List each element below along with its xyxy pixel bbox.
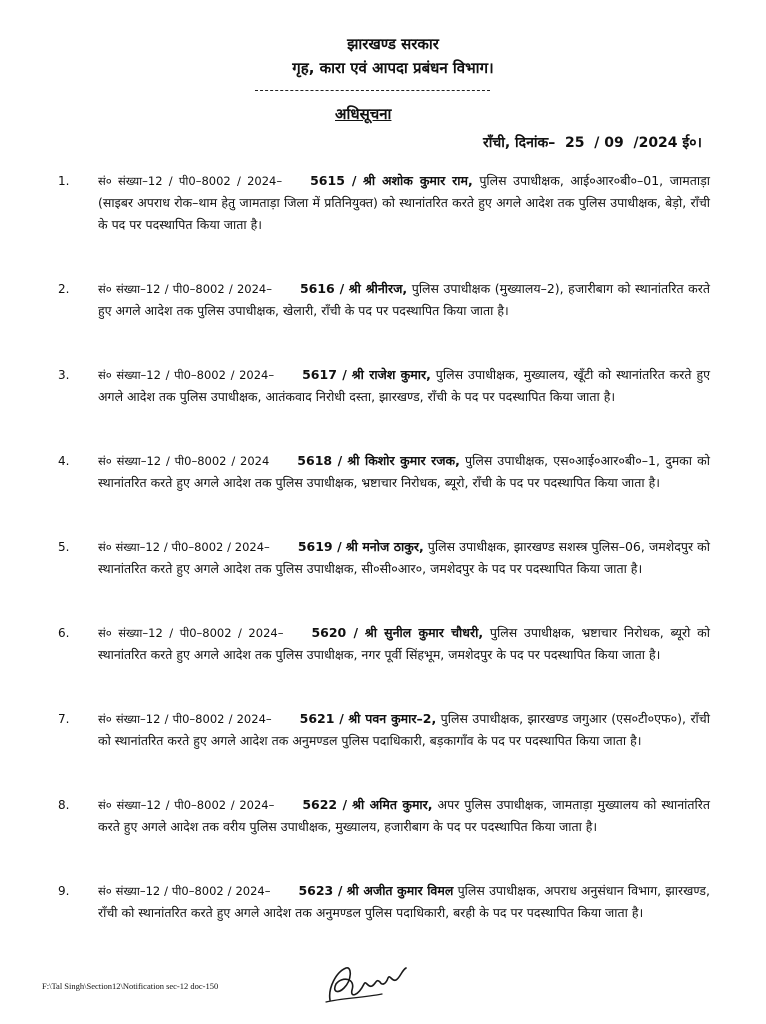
item-body (98, 880, 710, 924)
officer-name: श्री अमित कुमार, (352, 797, 433, 812)
item-body (98, 622, 710, 666)
item-number: 8. (58, 798, 70, 812)
order-number: 5616 / (299, 281, 345, 296)
item-number: 1. (58, 174, 70, 188)
file-path: F:\Tal Singh\Section12\Notification sec-12 doc-150 (42, 981, 219, 991)
signature (322, 958, 412, 1008)
officer-name: श्री सुनील कुमार चौधरी, (364, 625, 484, 640)
officer-name: श्री मनोज ठाकुर, (345, 539, 424, 554)
order-text: पुलिस उपाधीक्षक, झारखण्ड जगुआर (एस०टी०एफ०), राँची को स्थानांतरित करते हुए अगले आदेश तक अनुमण्डल पुलिस पदाधिकारी, बड़कागाँव के पद पर पदस्थापित किया जाता है। (98, 711, 710, 748)
reference-number: सं० संख्या–12 / पी0–8002 / 2024 (98, 454, 270, 468)
order-number: 5621 / (299, 711, 344, 726)
officer-name: श्री राजेश कुमार, (351, 367, 431, 382)
notification-title: अधिसूचना (335, 105, 392, 123)
reference-number: सं० संख्या–12 / पी0–8002 / 2024– (98, 368, 275, 382)
item-body (98, 170, 710, 236)
item-body (98, 536, 710, 580)
order-text: अपर पुलिस उपाधीक्षक, जामताड़ा मुख्यालय को स्थानांतरित करते हुए अगले आदेश तक वरीय पुलिस उपाधीक्षक, मुख्यालय, हजारीबाग के पद पर पदस्थापित किया जाता है। (98, 797, 710, 834)
order-number: 5620 / (311, 625, 359, 640)
order-number: 5615 / (310, 173, 357, 188)
order-text: पुलिस उपाधीक्षक (मुख्यालय–2), हजारीबाग को स्थानांतरित करते हुए अगले आदेश तक पुलिस उपाधीक्षक, खेलारी, राँची के पद पर पदस्थापित किया जाता है। (98, 281, 710, 318)
item-body (98, 708, 710, 752)
reference-number: सं० संख्या–12 / पी0–8002 / 2024– (98, 712, 272, 726)
department-heading-govt: झारखण्ड सरकार (347, 35, 439, 53)
item-number: 5. (58, 540, 70, 554)
item-body (98, 278, 710, 322)
notification-date: राँची, दिनांक– 25 / 09 /2024 ई०। (483, 135, 702, 151)
officer-name: श्री पवन कुमार–2, (348, 711, 437, 726)
order-text: पुलिस उपाधीक्षक, मुख्यालय, खूँटी को स्थानांतरित करते हुए अगले आदेश तक पुलिस उपाधीक्षक, आतंकवाद निरोधी दस्ता, झारखण्ड, राँची के पद पर पदस्थापित किया जाता है। (98, 367, 710, 404)
order-number: 5622 / (302, 797, 348, 812)
order-number: 5619 / (297, 539, 342, 554)
item-body (98, 794, 710, 838)
reference-number: सं० संख्या–12 / पी0–8002 / 2024– (98, 626, 284, 640)
reference-number: सं० संख्या–12 / पी0–8002 / 2024– (98, 540, 270, 554)
item-number: 6. (58, 626, 70, 640)
officer-name: श्री किशोर कुमार रजक, (347, 453, 460, 468)
header-divider (255, 90, 490, 91)
reference-number: सं० संख्या–12 / पी0–8002 / 2024– (98, 174, 283, 188)
item-number: 7. (58, 712, 70, 726)
reference-number: सं० संख्या–12 / पी0–8002 / 2024– (98, 282, 272, 296)
order-text: पुलिस उपाधीक्षक, आई०आर०बी०–01, जामताड़ा (साइबर अपराध रोक–थाम हेतु जामताड़ा जिला में प्रतिनियुक्त) को स्थानांतरित करते हुए अगले आदेश तक पुलिस उपाधीक्षक, बेड़ो, राँची के पद पर पदस्थापित किया जाता है। (98, 173, 710, 232)
officer-name: श्री श्रीनीरज, (348, 281, 408, 296)
order-number: 5617 / (302, 367, 347, 382)
officer-name: श्री अशोक कुमार राम, (362, 173, 473, 188)
order-text: पुलिस उपाधीक्षक, अपराध अनुसंधान विभाग, झारखण्ड, राँची को स्थानांतरित करते हुए अगले आदेश तक अनुमण्डल पुलिस पदाधिकारी, बरही के पद पर पदस्थापित किया जाता है। (98, 883, 710, 920)
reference-number: सं० संख्या–12 / पी0–8002 / 2024– (98, 798, 275, 812)
officer-name: श्री अजीत कुमार विमल (346, 883, 454, 898)
order-number: 5623 / (298, 883, 343, 898)
item-number: 4. (58, 454, 70, 468)
item-number: 9. (58, 884, 70, 898)
order-text: पुलिस उपाधीक्षक, झारखण्ड सशस्त्र पुलिस–06, जमशेदपुर को स्थानांतरित करते हुए अगले आदेश तक पुलिस उपाधीक्षक, सी०सी०आर०, जमशेदपुर के पद पर पदस्थापित किया जाता है। (98, 539, 710, 576)
department-heading-dept: गृह, कारा एवं आपदा प्रबंधन विभाग। (292, 59, 494, 77)
item-body (98, 450, 710, 494)
reference-number: सं० संख्या–12 / पी0–8002 / 2024– (98, 884, 271, 898)
order-text: पुलिस उपाधीक्षक, एस०आई०आर०बी०–1, दुमका को स्थानांतरित करते हुए अगले आदेश तक पुलिस उपाधीक्षक, भ्रष्टाचार निरोधक, ब्यूरो, राँची के पद पर पदस्थापित किया जाता है। (98, 453, 710, 490)
item-number: 2. (58, 282, 70, 296)
order-text: पुलिस उपाधीक्षक, भ्रष्टाचार निरोधक, ब्यूरो को स्थानांतरित करते हुए अगले आदेश तक पुलिस उपाधीक्षक, नगर पूर्वी सिंहभूम, जमशेदपुर के पद पर पदस्थापित किया जाता है। (98, 625, 710, 662)
order-number: 5618 / (297, 453, 343, 468)
item-number: 3. (58, 368, 70, 382)
item-body (98, 364, 710, 408)
